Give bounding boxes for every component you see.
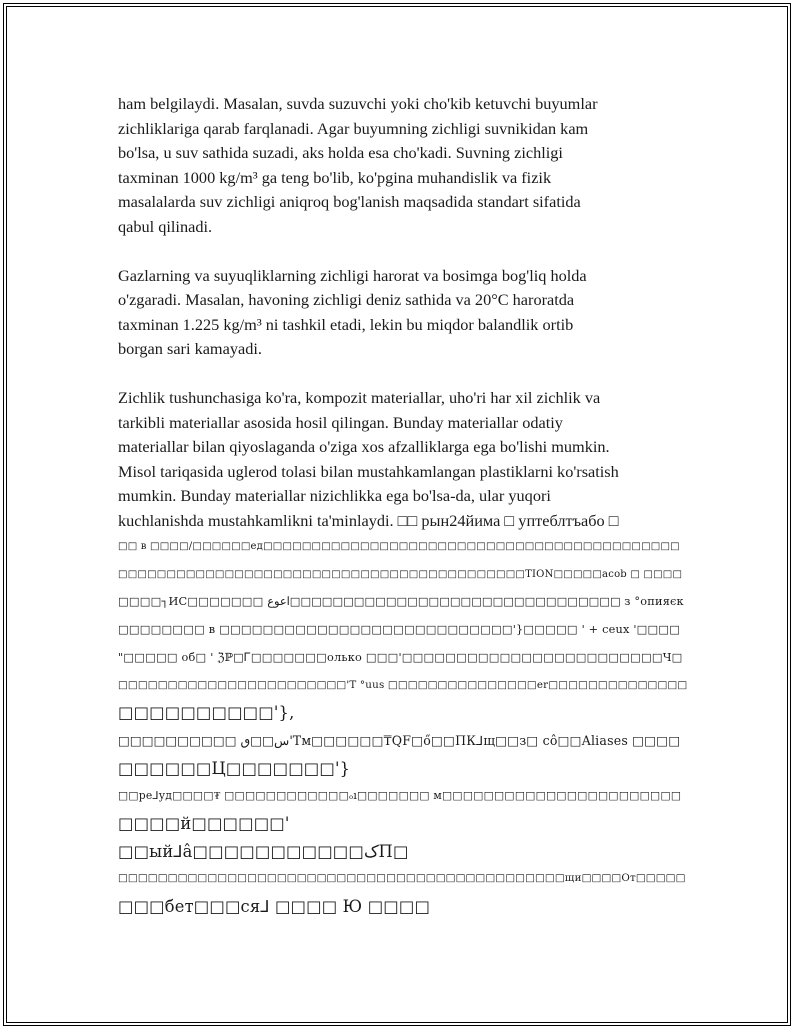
paragraph-composites	[118, 386, 688, 533]
garbled-line: □□□□□□Ц□□□□□□□'}	[118, 758, 351, 778]
garbled-line: □□□□□□□□ в □□□□□□□□□□□□□□□□□□□□□□□□□□□'}□□□□□ ' + ceux '□□□□	[118, 623, 681, 637]
text-line: qabul qilinadi.	[118, 216, 213, 236]
garbled-line: "□□□□□ об□ ' ℨℙ□Ꮁ□□□□□□□олько □□□'□□□□□□□□□□□□□□□□□□□□□□□□Ч□	[118, 650, 683, 664]
text-line: taxminan 1000 kg/m³ ga teng bo'lib, ko'pgina muhandislik va fizik	[118, 167, 552, 187]
text-line: Misol tariqasida uglerod tolasi bilan mustahkamlangan plastiklarni ko'rsatish	[118, 461, 619, 481]
text-line: tarkibli materiallar asosida hosil qilingan. Bunday materiallar odatiy	[118, 412, 563, 432]
text-line: kuchlanishda mustahkamlikni ta'minlaydi. □□ рын24йима □ уптеблтъабо □	[118, 510, 619, 530]
garbled-line: □□□□□□□□□□□□□□□□□□□□□□□□□□□□□□□□□□□□□□□□□□□□□щи□□□□От□□□□□	[118, 872, 686, 885]
text-line: Zichlik tushunchasiga ko'ra, kompozit materiallar, uho'ri har xil zichlik va	[118, 388, 601, 407]
garbled-line: □□ в □□□□/□□□□□□ед□□□□□□□□□□□□□□□□□□□□□□□□□□□□□□□□□□□□□□□□□□□	[118, 541, 680, 552]
text-line: o'zgaradi. Masalan, havoning zichligi deniz sathida va 20°C haroratda	[118, 290, 575, 309]
garbled-line: □□ре⅃уд□□□□₮ □□□□□□□□□□□□ₒı□□□□□□□ м□□□□□□□□□□□□□□□□□□□□□□□	[118, 789, 682, 803]
garbled-line: □□□бет□□□ся⅃ □□□□ Ю □□□□	[118, 897, 431, 917]
paragraph-gas-density	[118, 264, 688, 362]
text-line: masalalarda suv zichligi aniqroq bog'lanish maqsadida standart sifatida	[118, 192, 581, 211]
garbled-line: □□□□й□□□□□□'	[118, 814, 290, 834]
garbled-line: □□□□□□□□□□□□□□□□□□□□□□□□□□□□□□□□□□□□□□□□□□TION□□□□□acob □ □□□□	[118, 568, 683, 580]
text-line: ham belgilaydi. Masalan, suvda suzuvchi yoki cho'kib ketuvchi buyumlar	[118, 94, 598, 113]
text-line: zichliklariga qarab farqlanadi. Agar buyumning zichligi suvnikidan kam	[118, 118, 589, 138]
garbled-line: □□□□□□□□□□□□□□□□□□□□□□□'T °uus □□□□□□□□□□□□□□□er□□□□□□□□□□□□□□	[118, 678, 688, 691]
garbled-line: □□ый⅃â□□□□□□□□□□□کП□	[118, 841, 409, 861]
text-line: taxminan 1.225 kg/m³ ni tashkil etadi, lekin bu miqdor balandlik ortib	[118, 314, 574, 334]
text-line: borgan sari kamayadi.	[118, 339, 262, 358]
text-line: mumkin. Bunday materiallar nizichlikka ega bo'lsa-da, ular yuqori	[118, 486, 551, 505]
text-line: Gazlarning va suyuqliklarning zichligi harorat va bosimga bog'liq holda	[118, 265, 587, 285]
text-line: materiallar bilan qiyoslaganda o'ziga xos afzalliklarga ega bo'lishi mumkin.	[118, 437, 610, 456]
paragraph-density-buoyancy	[118, 92, 688, 239]
garbled-line: □□□□□□□□□□ س□□ٯ'Tм□□□□□□₸QF□ő□□ПК⅃щ□□з□ cô□□Aliases □□□□	[118, 732, 681, 748]
garbled-line: □□□□□□□□□□'},	[118, 703, 295, 723]
garbled-text-block	[118, 533, 688, 921]
garbled-line: □□□□┐ИС□□□□□□□ اعوع□□□□□□□□□□□□□□□□□□□□□□□□□□□□□□□ з °опияєк	[118, 595, 684, 609]
text-line: bo'lsa, u suv sathida suzadi, aks holda esa cho'kadi. Suvning zichligi	[118, 143, 563, 162]
document-body	[118, 92, 688, 921]
